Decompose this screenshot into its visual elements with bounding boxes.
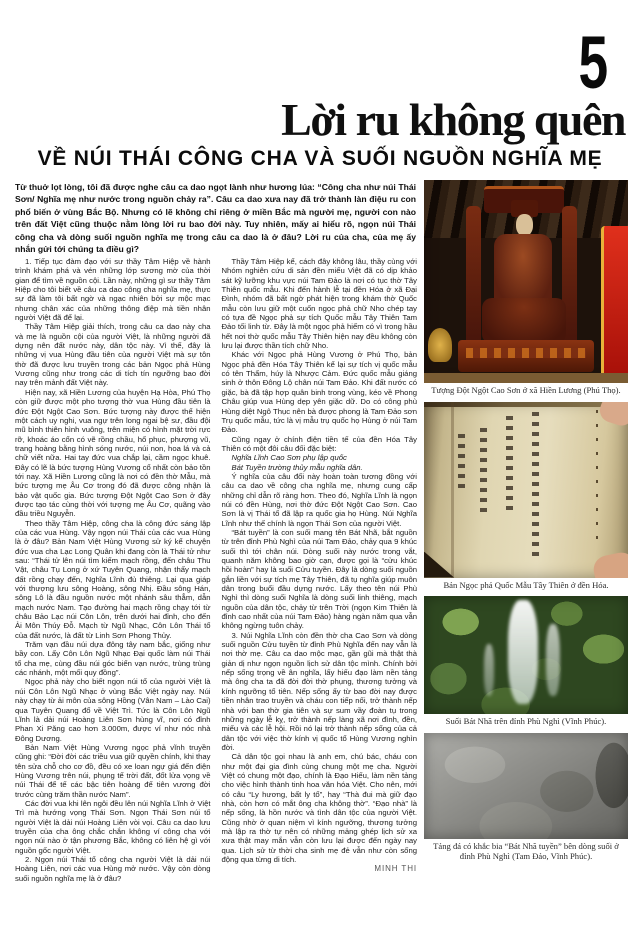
photo-rail [424,180,628,868]
altar-floor [424,373,628,383]
photo-caption: Tảng đá có khắc bia “Bát Nhã tuyền” bên dòng suối ở đỉnh Phù Nghì (Tam Đảo, Vĩnh Phúc). [433,840,619,861]
binding-stitch [596,410,598,548]
article-body [15,257,417,883]
body-column-left [15,257,211,883]
body-paragraph: “Bát tuyền” là con suối mang tên Bát Nhã, bắt nguồn từ trên đỉnh Phù Nghì của núi Tam Đảo, chảy qua 9 khúc suối thì tới chân núi. Dòng suối này nước trong vắt, quanh năm không bao giờ cạn, được gọi là “cửu khúc hồi hoàn” hay là suối Cửu tuyền. Đây là dòng suối nguồn gắn liền với sự tích mẹ Tây Thiên, đã tụ nghĩa giúp muôn dân trong buổi đầu dựng nước. Lấy theo tên núi Phù Nghì thì dòng suối Nghĩa là dòng suối linh thiêng, mạch nguồn của dân tộc, chảy từ trên Trời (ngọn Kim Thiên là đỉnh cao nhất của núi Tam Đảo) hàng ngàn năm qua vẫn không ngừng tuôn chảy. [221,527,417,631]
body-paragraph: Theo thầy Tâm Hiệp, công cha là công đức sáng lập của các vua Hùng. Vậy ngọn núi Thái của các vua Hùng là ở đâu? Bản Nam Việt Hùng Vương sử ký kể chuyện đức vua cha Lạc Long Quân khi đang còn là Thái tử như sau: “Thái tử lên núi tìm kiếm mạch rồng, đến châu Thu Vật, châu Tụ Long ở xứ Tuyên Quang, nhận thấy mạch đất rồng chạy đến, Nghĩa Lĩnh đủ thiêng. Lại qua giáp với thượng lưu sông Hoàng, sông Nhị. Đầu sông Hán, sông Lô là đầu nguồn nước một nhánh sâu thẳm, dẫn mạch nước Nam. Tạo đường hai mạch rồng chạy tới từ châu Bảo Lạc núi Côn Lôn, trên dưới hai đỉnh, cho đến Ải Môn Thúy Đỗ. Mạch từ Ngũ Nhạc, Côn Lôn Thái tổ của đất nước, là đất từ Linh Sơn Phong Thủy. [15,518,211,640]
body-paragraph: 2. Ngọn núi Thái tổ công cha người Việt là dải núi Hoàng Liên, nơi các vua Hùng mở nước. Vậy còn dòng suối nguồn nghĩa mẹ là ở đâu? [15,855,211,883]
statue-robe [482,298,566,344]
body-paragraph: Cả dân tộc gọi nhau là anh em, chú bác, cháu con như một đại gia đình cùng chung một mẹ cha. Người Việt có chung một đạo, chính là Đạo Hiếu, làm nền tảng cho việc hình thành tinh hoa văn hóa Việt. Cho nên, mới có câu “Ly hương, bất ly tổ”, hay “Thà đui mà giữ đạo nhà, còn hơn có mắt ông cha không thờ”. “Đạo nhà” là nếp sống, là hồn nước và tình dân tộc của người Việt. Cũng nhờ ở quan niệm vì kính ngưỡng, thương tưởng mà lập ra thờ tự nên có những mảng ghép lịch sử xa xưa thật may mắn vẫn còn lưu lại được đến ngày nay qua. Lịch sử từ thời cha sinh mẹ đẻ vẫn như còn sống động qua từng di tích. [221,752,417,864]
body-paragraph: Ý nghĩa của câu đối này hoàn toàn tương đồng với câu ca dao về công cha nghĩa mẹ, nhưng cung cấp những chỉ dẫn rõ ràng hơn. Theo đó, Nghĩa Lĩnh là ngọn núi có đền Hùng, nơi thờ đức Đột Ngột Cao Sơn. Cao Sơn là vị Thái tổ đã lập ra quốc gia họ Hùng. Núi Nghĩa Lĩnh như thế chính là ngọn Thái Sơn của người Việt. [221,471,417,528]
han-script-column [532,412,539,560]
rock-photo [424,733,628,839]
couplet-line: Nghĩa Lĩnh Cao Sơn phụ lập quốc [231,453,347,463]
body-paragraph: Trăm vạn đầu núi dựa đông tây nam bắc, giống như bầy con. Lấy Côn Lôn Ngũ Nhạc Đại quốc làm núi Thái tổ cha mẹ, cùng đầu núi góc biển vạn nước, trùng trùng các nhánh, một mối quy đồng”. [15,640,211,678]
photo-caption: Tượng Đột Ngột Cao Sơn ở xã Hiền Lương (Phú Thọ). [431,385,621,395]
body-column-right [222,257,418,883]
manuscript-photo [424,402,628,578]
han-script-column [458,434,465,490]
body-paragraph: Bản Nam Việt Hùng Vương ngọc phả vĩnh truyền cũng ghi: “Đời đời các triều vua giữ quyền chính, khi thay tên sửa chỗ cho cơ đồ, đều có xe loan ngự giá đến điện Hùng Vương trên núi, phụng tế trời đất, đốt lửa vọng về núi Thái để tế các bậc tiên hoàng đế tiên vương đời trước cùng trăm thần nước Nam”. [15,742,211,799]
lead-paragraph: Từ thuở lọt lòng, tôi đã được nghe câu ca dao ngọt lành như hương lúa: “Công cha như núi Thái Sơn/ Nghĩa mẹ như nước trong nguồn chảy ra”. Câu ca dao xưa nay đã trở thành làn điệu ru con phổ biến ở vùng Bắc Bộ. Nhưng có lẽ không chỉ riêng ở miền Bắc mà người mẹ, người con nào trên đất Việt cũng thuộc nằm lòng lời ru bao đời này. Tuy nhiên, mấy ai hiểu rõ, ngọn núi Thái công cha và dòng suối nguồn nghĩa mẹ trong câu ca dao là ở đâu? Lời ru của cha, của mẹ ấy nhắn gửi tới chúng ta điều gì? [15,182,416,255]
paper-crease [451,402,454,578]
waterfall-stream [484,644,494,696]
page-edge [424,552,454,578]
waterfall-stream [546,624,560,696]
article-title: Lời ru không quên [281,94,625,145]
waterfall-stream [508,600,538,704]
holding-finger [597,402,628,429]
body-paragraph: Thầy Tâm Hiệp kể, cách đây không lâu, thầy cùng với Nhóm nghiên cứu di sản đền miếu Việt đã có dịp khảo sát kỹ lưỡng khu vực núi Tam Đảo là nơi có tục thờ Tây Thiên quốc mẫu. Khi đến hành lễ tại đền Hóa ở xã Đại Đình, nhóm đã bất ngờ phát hiện trong khám thờ Quốc mẫu còn lưu giữ một cuốn ngọc phả chữ Nho chép tay có tựa đề Ngọc phả sự tích Quốc mẫu Tây Thiên Tam Đảo tối linh từ. Đây là một ngọc phả hiếm có vì trong hầu hết nơi thờ quốc mẫu Tây Thiên hiện nay đều không còn lưu lại được thần tích chữ Nho. [221,257,417,351]
photo-caption: Suối Bát Nhã trên đỉnh Phù Nghì (Vĩnh Phúc). [445,716,607,726]
statue-photo [424,180,628,383]
body-paragraph: Thầy Tâm Hiệp giải thích, trong câu ca dao này cha và mẹ là nguồn cội của người Việt, là những người đã dựng nên đất nước này, dân tộc này. Vì thế, đây là những vị vua Hùng đầu tiên của người Việt mà sự tôn thờ đã được lưu truyền trong các bản Ngọc phả Hùng Vương cũng như trong các di tích tín ngưỡng bao đời nay trên mảnh đất Việt này. [15,322,211,388]
photo-caption: Bản Ngọc phả Quốc Mẫu Tây Thiên ở đền Hóa. [443,579,609,590]
page-edge [424,402,628,407]
author-byline: MINH THI [374,864,417,874]
gold-vessel [428,328,452,362]
body-paragraph: 1. Tiếp tục đàm đạo với sư thầy Tâm Hiệp về hành trình khám phá và vén những lớp sương mờ của thời gian để tìm về nguồn cội. Lần này, những gì sư thầy Tâm Hiệp cho tôi biết về câu ca dao công cha nghĩa mẹ, thực sự đã làm tôi bất ngờ và ngạc nhiên bởi sự mộc mạc nhưng chân xác của những thông điệp mà tiền nhân người Việt đã để lại. [15,257,211,323]
body-paragraph: Hiện nay, xã Hiền Lương của huyện Hạ Hòa, Phú Thọ còn giữ được một pho tượng thờ vua Hùng đầu tiên là đức Đột Ngột Cao Sơn. Bức tượng này được thể hiện một cách uy nghi, vua ngự trên long ngai bệ sư, đầu đội mũ bình thiên hình vuông, trên miện có hình mặt trời rực rỡ, khoác áo cổn có vẽ rồng chầu, hổ phục, phượng vũ, trang hoàng bằng hình sóng nước, núi non, hoa lá và cả chữ viết nữa. Hai tay đức vua chắp lại, cầm ngọc khuê. Đây có lẽ là bức tượng Hùng Vương cổ nhất còn bảo tồn tới nay. Xã Hiền Lương cũng là nơi có đền thờ Mẫu, mà bức tượng mẹ Âu Cơ trong đó đã được công nhận là bảo vật quốc gia. Bức tượng Đột Ngột Cao Sơn ở đây được tạo tác cùng thời với tượng mẹ Âu Cơ, quãng vào đầu triều Nguyễn. [15,387,211,519]
red-banner [601,226,628,383]
han-script-column [480,428,487,512]
throne-pillar [466,206,481,356]
article-subtitle: VỀ NÚI THÁI CÔNG CHA VÀ SUỐI NGUỒN NGHĨA MẸ [37,147,603,170]
holding-finger [591,549,628,577]
page-number: 5 [578,21,608,104]
couplet-line: Bát Tuyền trường thủy mẫu nghĩa dân. [231,462,363,472]
statue-face [516,214,533,236]
pedestal-ornament [466,348,586,358]
body-paragraph: Ngọc phả này cho biết ngọn núi tổ của người Việt là núi Côn Lôn Ngũ Nhạc ở vùng Bắc Việt ngày nay. Núi này chạy từ ải môn của sông Hồng (Vân Nam – Lào Cai) qua Tuyên Quang đổ về Việt Trì. Tức là Côn Lôn Ngũ Lĩnh là dải núi Hoàng Liên Sơn hùng vĩ, nơi có đỉnh Phan Xi Păng cao hơn 3.000m, được ví như nóc nhà Đông Dương. [15,677,211,743]
body-paragraph: Các đời vua khi lên ngôi đều lên núi Nghĩa Lĩnh ở Việt Trì mà hướng vọng Thái Sơn. Ngọn Thái Sơn núi tổ người Việt là dải núi Hoàng Liên vòi vọi. Câu ca dao lưu truyền của cha ông chắc chắn không ví công cha với ngọn núi nào ở tận phương Bắc, không có liên hệ gì với nguồn gốc người Việt. [15,798,211,855]
body-paragraph: Khác với Ngọc phả Hùng Vương ở Phú Thọ, bản Ngọc phả đền Hóa Tây Thiên kể lại sự tích vị quốc mẫu có tên Thẩm, húy là Nhược Cảm. Đức quốc mẫu giáng sinh ở thôn Đông Lộ chân núi Tam Đảo. Khi đất nước có giặc, bà đã tập hợp quân binh trong vùng, kéo về Phong Châu giúp vua Hùng dẹp yên giặc dữ. Do có công phù Hùng diệt Ngô Thục nên bà được phong là Tam Đảo sơn Trụ quốc mẫu, tức là vị mẫu trụ quốc họ Hùng ở núi Tam Đảo. [221,350,417,435]
body-paragraph: 3. Núi Nghĩa Lĩnh còn đền thờ cha Cao Sơn và dòng suối nguồn Cửu tuyền từ đỉnh Phù Nghĩa đến nay vẫn là nơi thờ mẹ. Câu ca dao mộc mạc, gần gũi mà thật thà giản dị như ngọn nguồn lịch sử dân tộc mình. Chính bởi nếp sống trọng về ân nghĩa, lấy hiếu đạo làm nền tảng mà ông cha ta đã đời đời thờ phụng, thương tưởng và kính ngưỡng tổ tiên. Nếp sống ấy từ bao đời nay được tiền nhân trao truyền và cháu con tiếp nối, trở thành nếp nhà với ban thờ gia tiên và sự sum vầy đoàn tụ trong những ngày lễ kỵ, trở thành nếp làng xã nơi đình, đền, miếu và các lễ hội. Rồi nó lại trở thành nếp sống của cả dân tộc với việc thờ kính vị quốc tổ Hùng Vương nghìn đời. [221,630,417,752]
statue-torso [494,234,552,308]
waterfall-photo [424,596,628,714]
body-paragraph: Cũng ngay ở chính điện tiền tế của đền Hóa Tây Thiên có một đôi câu đối đặc biệt: [221,434,417,453]
han-script-column [506,416,513,512]
